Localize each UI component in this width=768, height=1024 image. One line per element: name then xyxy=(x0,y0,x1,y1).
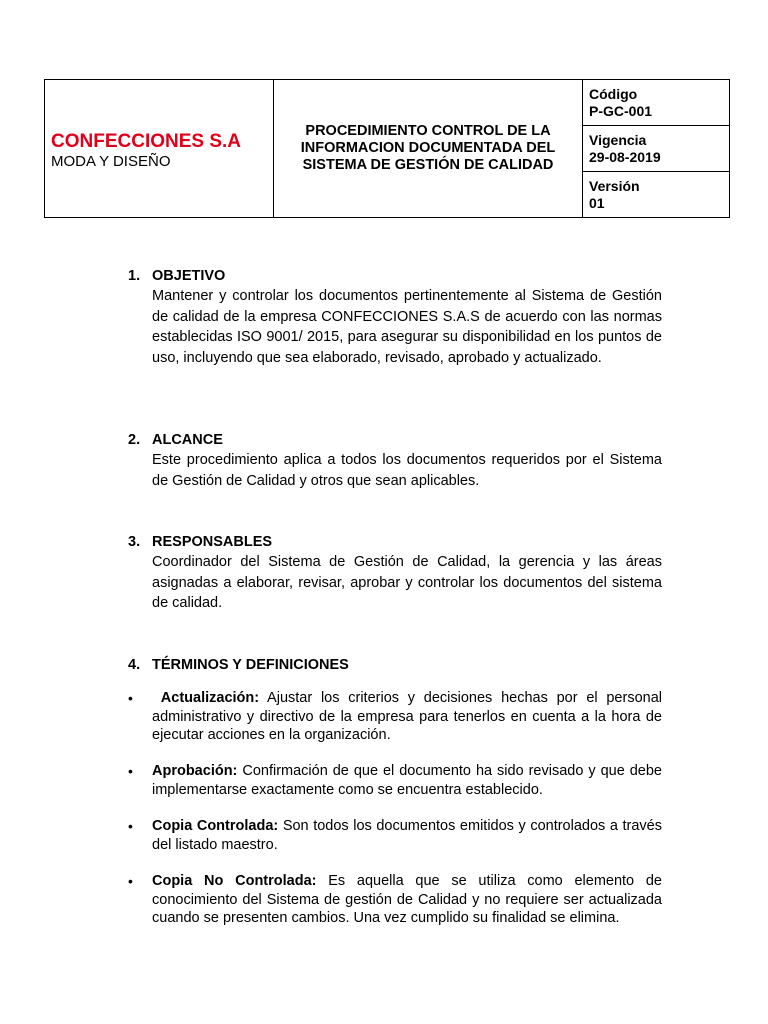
list-item xyxy=(128,817,662,854)
section-body: Coordinador del Sistema de Gestión de Calidad, la gerencia y las áreas asignadas a elaborar, revisar, aprobar y controlar los documentos del sistema de calidad. xyxy=(152,554,662,612)
term-name: Aprobación: xyxy=(152,763,238,779)
term-text xyxy=(152,872,662,928)
term-definition: Es aquella que se utiliza como elemento de conocimiento del Sistema de gestión de Calidad y no requiere ser actualizada cuando se presenten cambios. Una vez cumplido su finalidad se elimina. xyxy=(152,873,662,926)
codigo-label: Código xyxy=(589,85,638,102)
list-item xyxy=(128,872,662,928)
section-alcance xyxy=(128,430,662,491)
company-name: CONFECCIONES S.A xyxy=(51,130,242,152)
section-heading xyxy=(128,430,662,450)
bullet-icon: • xyxy=(128,690,133,706)
section-number: 4. xyxy=(128,657,141,673)
section-body: Mantener y controlar los documentos pertinentemente al Sistema de Gestión de calidad de la empresa CONFECCIONES S.A.S de acuerdo con las normas establecidas ISO 9001/ 2015, para asegurar su disponibilidad en los puntos de uso, incluyendo que sea elaborado, revisado, aprobado y actualizado. xyxy=(152,288,662,367)
list-item xyxy=(128,762,662,799)
document-header-table xyxy=(44,79,730,218)
section-title: RESPONSABLES xyxy=(152,534,273,550)
section-title: OBJETIVO xyxy=(152,268,226,284)
version-cell xyxy=(583,172,730,218)
version-label: Versión xyxy=(589,177,640,194)
document-title: PROCEDIMIENTO CONTROL DE LA INFORMACION DOCUMENTADA DEL SISTEMA DE GESTIÓN DE CALIDAD xyxy=(274,80,583,218)
section-heading xyxy=(128,532,662,552)
term-name: Actualización: xyxy=(160,690,260,706)
vigencia-value: 29-08-2019 xyxy=(589,148,661,165)
term-name: Copia No Controlada: xyxy=(152,873,317,889)
bullet-icon: • xyxy=(128,763,133,779)
section-title: TÉRMINOS Y DEFINICIONES xyxy=(152,657,349,673)
section-number: 3. xyxy=(128,534,141,550)
section-responsables xyxy=(128,532,662,614)
section-terminos xyxy=(128,655,662,675)
term-text xyxy=(152,689,662,745)
list-item xyxy=(128,689,662,745)
vigencia-label: Vigencia xyxy=(589,131,647,148)
term-text xyxy=(152,762,662,799)
section-objetivo xyxy=(128,266,662,369)
company-cell xyxy=(45,80,274,218)
section-heading xyxy=(128,655,662,675)
term-definition: Ajustar los criterios y decisiones hechas por el personal administrativo y directivo de la empresa para tenerlos en cuenta a la hora de ejecutar acciones en la organización. xyxy=(152,690,662,743)
codigo-value: P-GC-001 xyxy=(589,102,653,119)
section-number: 2. xyxy=(128,432,141,448)
bullet-icon: • xyxy=(128,873,133,889)
section-body: Este procedimiento aplica a todos los documentos requeridos por el Sistema de Gestión de Calidad y otros que sean aplicables. xyxy=(152,452,662,489)
term-definition: Son todos los documentos emitidos y controlados a través del listado maestro. xyxy=(152,818,662,853)
section-number: 1. xyxy=(128,268,141,284)
version-value: 01 xyxy=(589,194,605,211)
vigencia-cell xyxy=(583,126,730,172)
term-definition: Confirmación de que el documento ha sido revisado y que debe implementarse exactamente como se encuentra establecido. xyxy=(152,763,662,798)
company-subtitle: MODA Y DISEÑO xyxy=(51,152,171,170)
term-name: Copia Controlada: xyxy=(152,818,279,834)
codigo-cell xyxy=(583,80,730,126)
bullet-icon: • xyxy=(128,818,133,834)
section-title: ALCANCE xyxy=(152,432,223,448)
section-heading xyxy=(128,266,662,286)
term-text xyxy=(152,817,662,854)
